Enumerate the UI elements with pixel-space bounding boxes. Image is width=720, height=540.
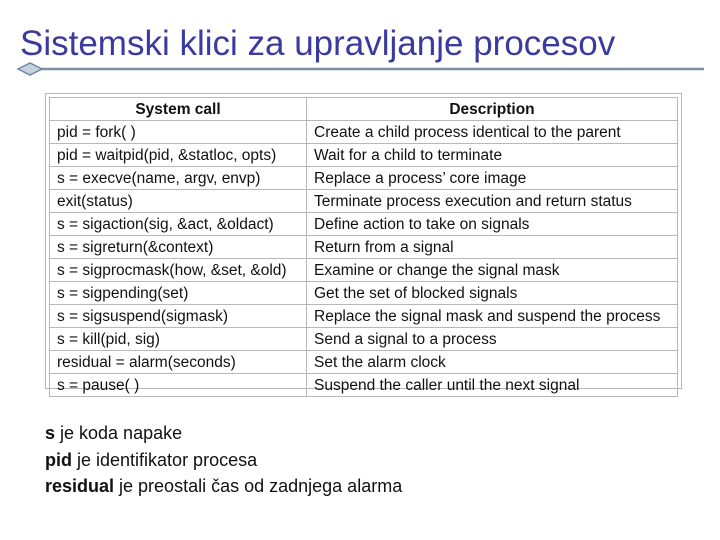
table-row xyxy=(50,351,678,374)
note-text: je koda napake xyxy=(55,423,183,443)
note-text: je preostali čas od zadnjega alarma xyxy=(114,476,403,496)
cell-system-call: s = sigsuspend(sigmask) xyxy=(50,305,307,328)
cell-description: Examine or change the signal mask xyxy=(307,259,678,282)
cell-system-call: residual = alarm(seconds) xyxy=(50,351,307,374)
cell-system-call: pid = waitpid(pid, &statloc, opts) xyxy=(50,144,307,167)
cell-description: Create a child process identical to the parent xyxy=(307,121,678,144)
note-line xyxy=(45,473,402,500)
cell-description: Replace the signal mask and suspend the process xyxy=(307,305,678,328)
table-row xyxy=(50,259,678,282)
note-term: pid xyxy=(45,449,72,470)
note-term: s xyxy=(45,423,56,443)
cell-system-call: s = kill(pid, sig) xyxy=(50,328,307,351)
table-row xyxy=(50,121,678,144)
cell-system-call: exit(status) xyxy=(50,190,307,213)
header-system-call: System call xyxy=(50,98,307,121)
note-term: residual xyxy=(45,476,115,496)
cell-system-call: s = sigprocmask(how, &set, &old) xyxy=(50,259,307,282)
cell-description: Replace a process’ core image xyxy=(307,167,678,190)
title-underline xyxy=(16,62,704,76)
header-description: Description xyxy=(307,98,678,121)
cell-system-call: s = sigreturn(&context) xyxy=(50,236,307,259)
cell-description: Wait for a child to terminate xyxy=(307,144,678,167)
table-row xyxy=(50,167,678,190)
note-line xyxy=(45,447,402,474)
slide-title: Sistemski klici za upravljanje procesov xyxy=(20,24,616,63)
table-row xyxy=(50,190,678,213)
table-row xyxy=(50,144,678,167)
cell-system-call: s = sigaction(sig, &act, &oldact) xyxy=(50,213,307,236)
table-header-row xyxy=(50,98,678,121)
cell-system-call: pid = fork( ) xyxy=(50,121,307,144)
cell-system-call: s = execve(name, argv, envp) xyxy=(50,167,307,190)
note-line xyxy=(45,420,402,447)
table-row xyxy=(50,328,678,351)
table-row xyxy=(50,305,678,328)
cell-description: Return from a signal xyxy=(307,236,678,259)
system-calls-table xyxy=(45,93,682,394)
cell-description: Define action to take on signals xyxy=(307,213,678,236)
note-text: je identifikator procesa xyxy=(72,449,258,470)
table-row xyxy=(50,282,678,305)
notes-legend xyxy=(45,420,402,500)
cell-description: Send a signal to a process xyxy=(307,328,678,351)
cell-system-call: s = sigpending(set) xyxy=(50,282,307,305)
cell-description: Get the set of blocked signals xyxy=(307,282,678,305)
table-row xyxy=(50,236,678,259)
cell-system-call: s = pause( ) xyxy=(50,374,307,397)
diamond-bullet-icon xyxy=(18,63,42,75)
cell-description: Set the alarm clock xyxy=(307,351,678,374)
cell-description: Terminate process execution and return status xyxy=(307,190,678,213)
table-row xyxy=(50,213,678,236)
cell-description: Suspend the caller until the next signal xyxy=(307,374,678,397)
table-row xyxy=(50,374,678,397)
